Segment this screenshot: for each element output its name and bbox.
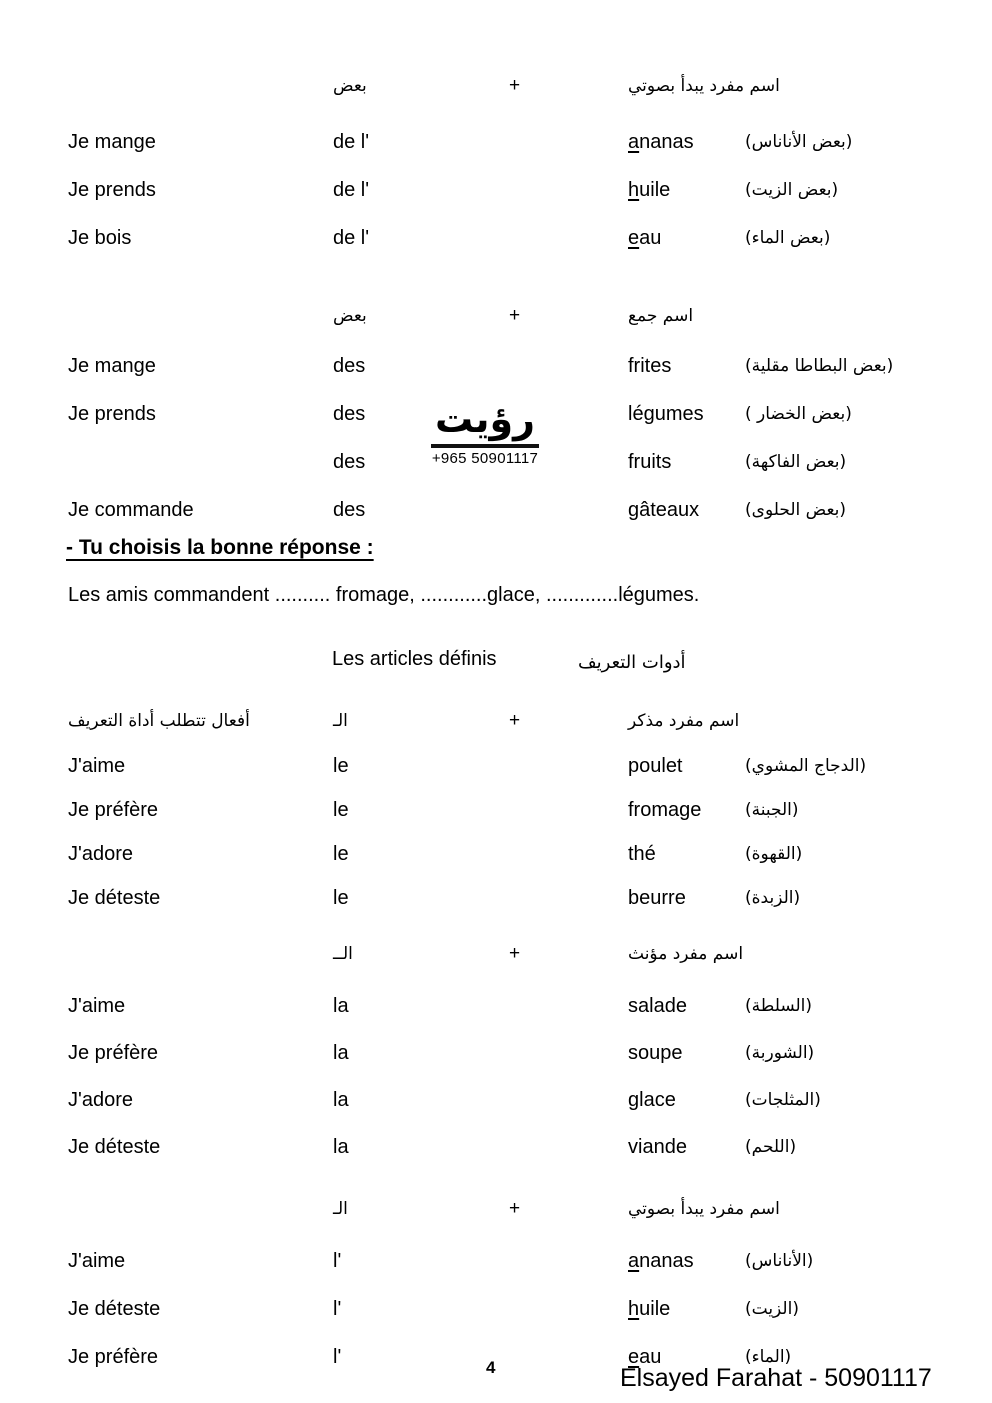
verb-cell: Je préfère xyxy=(68,1346,159,1368)
verb-cell: Je déteste xyxy=(68,887,161,909)
article-cell: l' xyxy=(333,1346,342,1368)
arabic-translation: (الزيت) xyxy=(745,1299,799,1319)
watermark-phone: +965 50901117 xyxy=(431,450,539,467)
arabic-translation: (بعض البطاطا مقلية) xyxy=(745,356,894,376)
header-noun: اسم مفرد مؤنث xyxy=(628,944,744,964)
table-row xyxy=(0,225,992,273)
article-cell: le xyxy=(333,799,349,821)
arabic-translation: (بعض الزيت) xyxy=(745,180,839,200)
article-cell: des xyxy=(333,451,366,473)
header-article: بعض xyxy=(333,306,367,326)
noun-cell: fromage xyxy=(628,799,702,821)
noun-cell: poulet xyxy=(628,755,683,777)
noun-cell: soupe xyxy=(628,1042,683,1064)
watermark xyxy=(418,394,552,468)
arabic-translation: (المثلجات) xyxy=(745,1090,821,1110)
noun-initial-underlined: a xyxy=(628,131,640,153)
noun-rest: uile xyxy=(639,179,671,201)
arabic-translation: (الشوربة) xyxy=(745,1043,815,1063)
noun-rest: nanas xyxy=(639,1250,694,1272)
noun-cell: glace xyxy=(628,1089,676,1111)
header-noun: اسم مفرد يبدأ بصوتي xyxy=(628,1199,780,1219)
article-cell: des xyxy=(333,499,366,521)
plus-sign: + xyxy=(509,943,521,964)
article-cell: l' xyxy=(333,1298,342,1320)
noun-cell: légumes xyxy=(628,403,704,425)
verb-cell: Je préfère xyxy=(68,799,159,821)
noun-cell xyxy=(628,1296,670,1322)
table-header-row xyxy=(0,303,992,353)
verb-cell: J'adore xyxy=(68,843,133,865)
header-article: بعض xyxy=(333,76,367,96)
verb-cell: Je déteste xyxy=(68,1298,161,1320)
table-header-row xyxy=(0,1196,992,1248)
noun-rest: uile xyxy=(639,1298,671,1320)
definite-feminine-table xyxy=(0,941,992,1181)
table-row xyxy=(0,129,992,177)
table-header-row xyxy=(0,941,992,993)
arabic-translation: (الزبدة) xyxy=(745,888,801,908)
verb-cell: J'aime xyxy=(68,1250,126,1272)
verb-cell: Je déteste xyxy=(68,1136,161,1158)
arabic-translation: (الأناناس) xyxy=(745,1251,814,1271)
arabic-translation: (الدجاج المشوي) xyxy=(745,756,867,776)
noun-cell: gâteaux xyxy=(628,499,700,521)
table-header-row xyxy=(0,73,992,129)
verb-cell: J'adore xyxy=(68,1089,133,1111)
noun-cell: salade xyxy=(628,995,687,1017)
noun-cell xyxy=(628,129,694,155)
definite-vowel-table xyxy=(0,1196,992,1392)
table-row xyxy=(0,993,992,1040)
arabic-translation: (بعض الحلوى) xyxy=(745,500,847,520)
noun-initial-underlined: h xyxy=(628,1298,640,1320)
verb-cell: Je prends xyxy=(68,179,156,201)
arabic-translation: (السلطة) xyxy=(745,996,813,1016)
verb-cell: Je commande xyxy=(68,499,194,521)
noun-initial-underlined: e xyxy=(628,227,640,249)
article-cell: la xyxy=(333,1136,349,1158)
noun-cell: frites xyxy=(628,355,672,377)
definite-masculine-table xyxy=(0,708,992,929)
noun-cell: beurre xyxy=(628,887,686,909)
partitive-vowel-table xyxy=(0,73,992,273)
definite-articles-title-ar: أدوات التعريف xyxy=(578,652,686,673)
fill-in-sentence: Les amis commandent .......... fromage, ............glace, .............légumes. xyxy=(68,584,700,606)
verb-cell: Je mange xyxy=(68,355,156,377)
noun-cell xyxy=(628,1248,694,1274)
article-cell: le xyxy=(333,887,349,909)
article-cell: de l' xyxy=(333,179,370,201)
arabic-translation: (اللحم) xyxy=(745,1137,797,1157)
noun-rest: au xyxy=(639,1346,662,1368)
noun-initial-underlined: a xyxy=(628,1250,640,1272)
arabic-translation: (بعض الفاكهة) xyxy=(745,452,847,472)
article-cell: le xyxy=(333,843,349,865)
article-cell: la xyxy=(333,1042,349,1064)
table-row xyxy=(0,1296,992,1344)
article-cell: la xyxy=(333,995,349,1017)
plus-sign: + xyxy=(509,710,521,731)
header-article: الـ xyxy=(333,711,348,731)
table-row xyxy=(0,797,992,841)
noun-cell xyxy=(628,177,670,203)
table-header-row xyxy=(0,708,992,753)
article-cell: de l' xyxy=(333,131,370,153)
arabic-translation: (بعض الماء) xyxy=(745,228,831,248)
noun-initial-underlined: h xyxy=(628,179,640,201)
header-noun: اسم مفرد مذكر xyxy=(628,711,740,731)
arabic-translation: (بعض الخضار ) xyxy=(745,404,852,424)
header-article: الـ xyxy=(333,1199,348,1219)
verb-cell: Je préfère xyxy=(68,1042,159,1064)
exercise-heading: - Tu choisis la bonne réponse : xyxy=(66,536,374,559)
verb-cell: J'aime xyxy=(68,995,126,1017)
footer-credit: Elsayed Farahat - 50901117 xyxy=(620,1364,932,1392)
table-row xyxy=(0,1248,992,1296)
arabic-translation: (القهوة) xyxy=(745,844,803,864)
noun-rest: au xyxy=(639,227,662,249)
header-lead: أفعال تتطلب أداة التعريف xyxy=(68,711,250,731)
page-number: 4 xyxy=(486,1358,496,1377)
table-row xyxy=(0,1040,992,1087)
table-row xyxy=(0,885,992,929)
arabic-translation: (الجبنة) xyxy=(745,800,799,820)
definite-articles-title-fr: Les articles définis xyxy=(332,648,497,670)
noun-cell: fruits xyxy=(628,451,672,473)
verb-cell: Je prends xyxy=(68,403,156,425)
noun-cell xyxy=(628,225,661,251)
noun-cell: thé xyxy=(628,843,656,865)
article-cell: le xyxy=(333,755,349,777)
article-cell: des xyxy=(333,355,366,377)
calligraphy-logo: رؤيت xyxy=(431,394,539,448)
plus-sign: + xyxy=(509,305,521,326)
article-cell: de l' xyxy=(333,227,370,249)
noun-initial-underlined: e xyxy=(628,1346,640,1368)
article-cell: la xyxy=(333,1089,349,1111)
noun-cell: viande xyxy=(628,1136,687,1158)
table-row xyxy=(0,1134,992,1181)
arabic-translation: (الماء) xyxy=(745,1347,792,1367)
noun-rest: nanas xyxy=(639,131,694,153)
table-row xyxy=(0,841,992,885)
header-article: الــ xyxy=(333,944,353,964)
article-cell: des xyxy=(333,403,366,425)
header-noun: اسم مفرد يبدأ بصوتي xyxy=(628,76,780,96)
table-row xyxy=(0,177,992,225)
table-row xyxy=(0,753,992,797)
verb-cell: J'aime xyxy=(68,755,126,777)
verb-cell: Je mange xyxy=(68,131,156,153)
header-noun: اسم جمع xyxy=(628,306,694,326)
plus-sign: + xyxy=(509,1198,521,1219)
verb-cell: Je bois xyxy=(68,227,132,249)
arabic-translation: (بعض الأناناس) xyxy=(745,132,853,152)
plus-sign: + xyxy=(509,75,521,96)
table-row xyxy=(0,1087,992,1134)
article-cell: l' xyxy=(333,1250,342,1272)
